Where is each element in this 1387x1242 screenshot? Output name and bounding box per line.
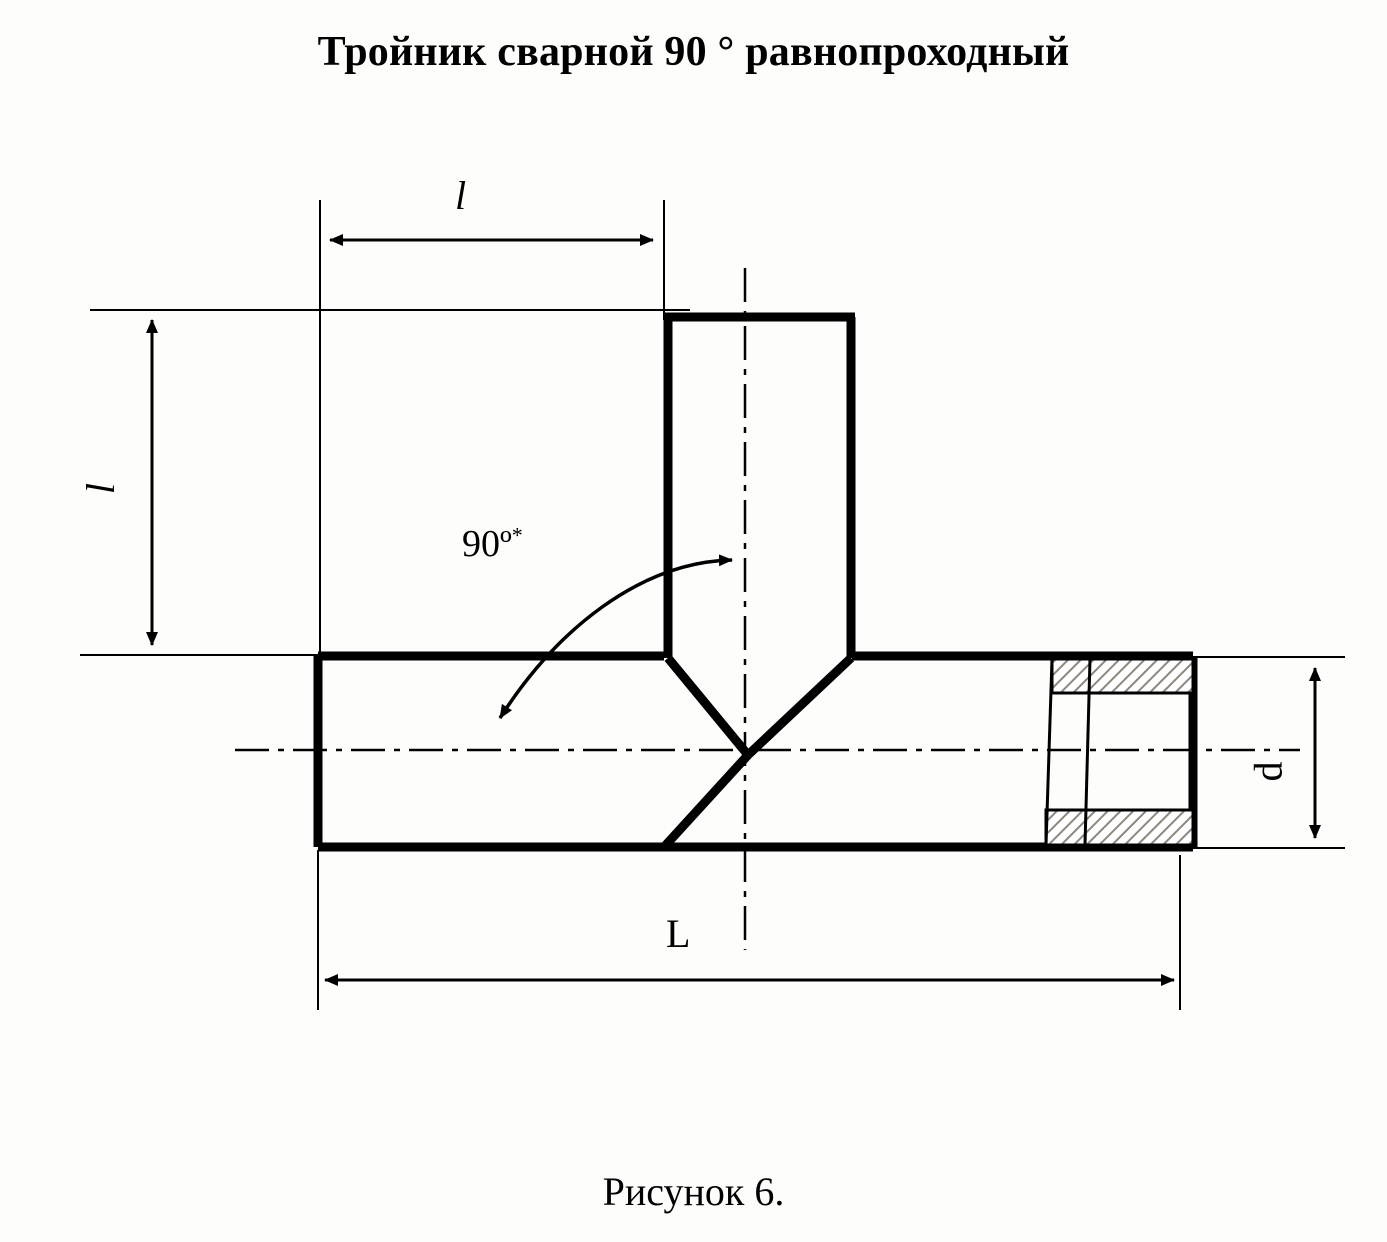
footnote-asterisk: * (511, 522, 523, 548)
tee-outline (318, 317, 1193, 847)
technical-drawing (0, 110, 1387, 1150)
angle-value: 90 (462, 523, 500, 565)
dimension-lines (152, 240, 1315, 980)
dimension-label-branch-height: l (78, 482, 124, 495)
tee-drawing-svg (0, 110, 1387, 1150)
angle-annotation (462, 522, 523, 566)
degree-icon: º (500, 523, 512, 565)
figure-title: Тройник сварной 90 ° равнопроходный (317, 29, 1070, 75)
dimension-label-diameter: d (1245, 761, 1291, 782)
figure-caption: Рисунок 6. (602, 1169, 785, 1214)
dimension-label-branch-length: l (455, 173, 467, 218)
dimension-label-run-length: L (666, 911, 691, 956)
weld-hatch-detail (1046, 659, 1193, 845)
